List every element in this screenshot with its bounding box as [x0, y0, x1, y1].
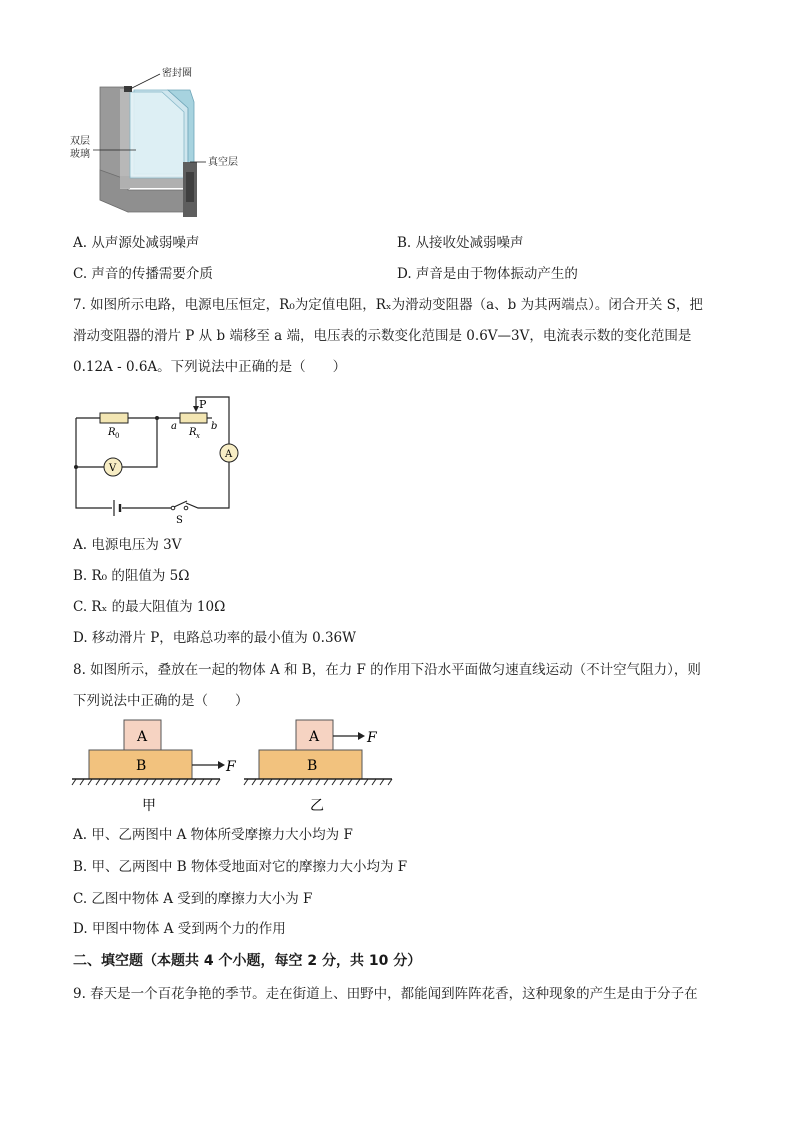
frame-inner-left [120, 89, 130, 189]
window-figure [68, 62, 258, 227]
block-b-right-label: B [307, 758, 318, 774]
end-b-label: b [211, 421, 218, 432]
q8-stem-line2: 下列说法中正确的是（ ） [73, 693, 249, 709]
q6-option-c[interactable]: C. 声音的传播需要介质 [73, 266, 213, 282]
glass-pane-front [130, 92, 184, 178]
q7-stem-line1: 7. 如图所示电路，电源电压恒定，R₀为定值电阻，Rₓ为滑动变阻器（a、b 为其两端点）。闭合开关 S，把 [73, 297, 703, 313]
rheostat-rx [180, 413, 207, 423]
q8-option-b[interactable]: B. 甲、乙两图中 B 物体受地面对它的摩擦力大小均为 F [73, 859, 408, 875]
block-a-right-label: A [309, 729, 320, 745]
q7-option-b[interactable]: B. R₀ 的阻值为 5Ω [73, 568, 190, 584]
q7-stem-line2: 滑动变阻器的滑片 P 从 b 端移至 a 端，电压表的示数变化范围是 0.6V—3V，电流表示数的变化范围是 [73, 328, 692, 344]
section-title-fill-in: 二、填空题（本题共 4 个小题，每空 2 分，共 10 分） [73, 953, 422, 969]
q6-option-b[interactable]: B. 从接收处减弱噪声 [397, 235, 524, 251]
blocks-figure [70, 715, 400, 815]
caption-yi: 乙 [310, 798, 324, 814]
frame-profile-slot [186, 172, 194, 202]
voltmeter-label: V [109, 463, 117, 474]
circuit-diagram [70, 385, 250, 530]
force-arrow-left [218, 761, 225, 769]
r0-label: R [108, 427, 116, 438]
rx-subscript: x [196, 432, 200, 440]
resistor-r0 [100, 413, 128, 423]
q8-option-d[interactable]: D. 甲图中物体 A 受到两个力的作用 [73, 921, 286, 937]
q8-option-c[interactable]: C. 乙图中物体 A 受到的摩擦力大小为 F [73, 891, 313, 907]
q7-option-d[interactable]: D. 移动滑片 P，电路总功率的最小值为 0.36W [73, 630, 357, 646]
q7-option-c[interactable]: C. Rₓ 的最大阻值为 10Ω [73, 599, 226, 615]
caption-jia: 甲 [142, 798, 156, 814]
glass-label-line1: 双层 [70, 136, 90, 147]
q6-option-d[interactable]: D. 声音是由于物体振动产生的 [397, 266, 578, 282]
vacuum-label: 真空层 [208, 157, 238, 168]
glass-label-line2: 玻璃 [70, 149, 90, 160]
rx-label: R [189, 427, 197, 438]
r0-subscript: 0 [115, 432, 120, 440]
ammeter-label: A [225, 449, 233, 460]
force-label-right: F [367, 730, 377, 746]
q8-option-a[interactable]: A. 甲、乙两图中 A 物体所受摩擦力大小均为 F [73, 827, 353, 843]
q9-stem-line1: 9. 春天是一个百花争艳的季节。走在街道上、田野中，都能闻到阵阵花香，这种现象的产生是由于分子在 [73, 986, 698, 1002]
q8-stem-line1: 8. 如图所示，叠放在一起的物体 A 和 B，在力 F 的作用下沿水平面做匀速直线运动（不计空气阻力），则 [73, 662, 701, 678]
seal-label: 密封圈 [162, 68, 192, 79]
slider-label: P [199, 398, 207, 411]
block-a-left-label: A [137, 729, 148, 745]
q7-stem-line3: 0.12A - 0.6A。下列说法中正确的是（ ） [73, 359, 347, 375]
switch-label: S [176, 515, 183, 526]
end-a-label: a [171, 421, 177, 432]
q7-option-a[interactable]: A. 电源电压为 3V [73, 537, 182, 553]
force-arrow-right [358, 732, 365, 740]
q6-option-a[interactable]: A. 从声源处减弱噪声 [73, 235, 200, 251]
force-label-left: F [226, 759, 236, 775]
block-b-left-label: B [136, 758, 147, 774]
